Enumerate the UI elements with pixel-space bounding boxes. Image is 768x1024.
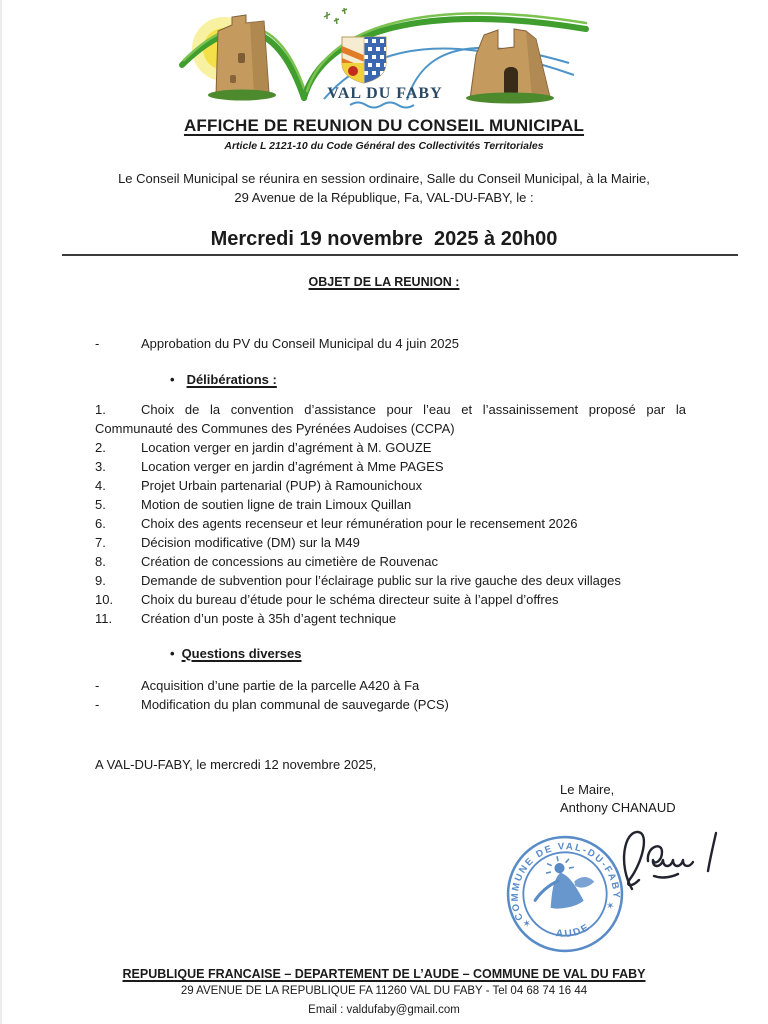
deliberation-item (95, 533, 686, 552)
item-text: Création de concessions au cimetière de Rouvenac (141, 554, 439, 569)
commune-logo (174, 3, 594, 109)
item-marker: 8. (95, 554, 106, 569)
document-title: AFFICHE DE REUNION DU CONSEIL MUNICIPAL (183, 116, 585, 135)
item-marker: - (95, 336, 100, 351)
item-marker: 5. (95, 497, 106, 512)
deliberation-item (95, 590, 686, 609)
stamp-star-icon: ✶ (605, 900, 616, 913)
signatory-role: Le Maire, (560, 782, 615, 797)
item-text: Création d’un poste à 35h d’agent technique (141, 611, 397, 626)
deliberation-item (95, 400, 686, 438)
item-text: Choix du bureau d’étude pour le schéma directeur suite à l’appel d’offres (141, 592, 559, 607)
mayor-signature (592, 819, 732, 914)
footer-title: REPUBLIQUE FRANCAISE – DEPARTEMENT DE L’AUDE – COMMUNE DE VAL DU FABY (122, 967, 646, 981)
deliberation-item (95, 552, 686, 571)
item-marker: 2. (95, 440, 106, 455)
place-and-date: A VAL-DU-FABY, le mercredi 12 novembre 2025, (95, 757, 377, 772)
item-text: Choix de la convention d’assistance pour l’eau et l’assainissement proposé par la Communauté des Communes des Pyrénées Audoises (CCPA) (95, 402, 686, 436)
item-marker: 11. (95, 611, 113, 626)
deliberation-item (95, 476, 686, 495)
deliberations-heading (170, 372, 686, 387)
svg-text:AUDE (553, 921, 593, 943)
intro-line: 29 Avenue de la République, Fa, VAL-DU-FABY, le : (234, 190, 534, 205)
signatory-name: Anthony CHANAUD (560, 800, 676, 815)
item-text: Choix des agents recenseur et leur rémunération pour le recensement 2026 (141, 516, 578, 531)
wave-underline (350, 103, 414, 108)
document-footer (0, 967, 768, 1019)
meeting-datetime: Mercredi 19 novembre 2025 à 20h00 (210, 228, 558, 250)
coat-of-arms-icon (332, 37, 386, 83)
footer-address: 29 AVENUE DE LA REPUBLIQUE FA 11260 VAL DU FABY - Tel 04 68 74 16 44 (180, 985, 588, 997)
questions-list (95, 676, 686, 714)
item-marker: 6. (95, 516, 106, 531)
deliberation-item (95, 571, 686, 590)
deliberation-item (95, 514, 686, 533)
item-text: Demande de subvention pour l’éclairage public sur la rive gauche des deux villages (141, 573, 621, 588)
logo-wordmark: VAL DU FABY (327, 85, 443, 102)
bullet-icon: • (170, 646, 175, 661)
deliberation-item (95, 438, 686, 457)
stamp-star-icon: ✶ (521, 918, 533, 931)
item-text: Modification du plan communal de sauvegarde (PCS) (141, 697, 449, 712)
item-marker: 3. (95, 459, 106, 474)
item-marker: 9. (95, 573, 106, 588)
item-marker: 7. (95, 535, 106, 550)
item-text: Projet Urbain partenarial (PUP) à Ramounichoux (141, 478, 423, 493)
approval-item (95, 334, 686, 353)
deliberations-label: Délibérations : (186, 372, 277, 387)
item-text: Approbation du PV du Conseil Municipal du 4 juin 2025 (141, 336, 459, 351)
deliberation-item (95, 457, 686, 476)
deliberation-item (95, 495, 686, 514)
item-text: Décision modificative (DM) sur la M49 (141, 535, 360, 550)
intro-line: Le Conseil Municipal se réunira en session ordinaire, Salle du Conseil Municipal, à la Mairie, (118, 171, 650, 186)
logo-band (0, 0, 768, 109)
questions-heading (170, 646, 686, 661)
signatory-block (560, 781, 768, 817)
objet-heading: OBJET DE LA REUNION : (308, 275, 460, 289)
item-text: Location verger en jardin d’agrément à M. GOUZE (141, 440, 432, 455)
stamp-top-text: COMMUNE DE VAL-DU-FABY (509, 841, 622, 922)
item-marker: - (95, 697, 100, 712)
stamp-bottom-text: AUDE (555, 921, 593, 941)
right-tower-icon (466, 29, 554, 104)
sprig-accents (324, 8, 347, 24)
document-subtitle: Article L 2121-10 du Code Général des Collectivités Territoriales (224, 140, 544, 152)
item-text: Location verger en jardin d’agrément à Mme PAGES (141, 459, 444, 474)
date-divider (62, 254, 738, 256)
deliberation-item (95, 609, 686, 628)
deliberations-list (95, 400, 686, 628)
footer-email: Email : valdufaby@gmail.com (308, 1004, 460, 1016)
item-text: Acquisition d’une partie de la parcelle A420 à Fa (141, 678, 420, 693)
question-item (95, 676, 686, 695)
seal-row (0, 823, 768, 963)
item-marker: - (95, 678, 100, 693)
questions-label: Questions diverses (181, 646, 302, 661)
question-item (95, 695, 686, 714)
bullet-icon: • (170, 372, 175, 387)
intro-paragraph (55, 169, 713, 207)
item-marker: 10. (95, 592, 114, 607)
item-marker: 4. (95, 478, 106, 493)
item-marker: 1. (95, 402, 106, 417)
approval-section (95, 334, 686, 353)
item-text: Motion de soutien ligne de train Limoux Quillan (141, 497, 412, 512)
